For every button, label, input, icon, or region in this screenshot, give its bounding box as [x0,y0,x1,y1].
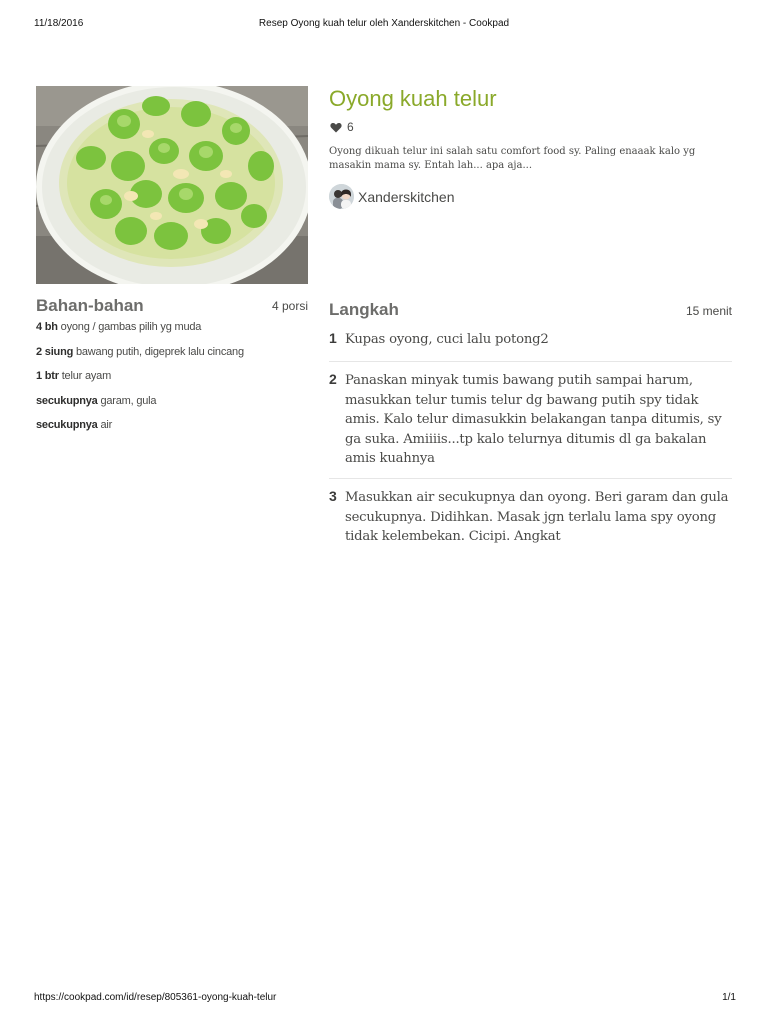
author-name[interactable]: Xanderskitchen [358,188,455,205]
ingredient-qty: secukupnya [36,394,98,407]
steps-list [329,330,732,547]
step-number: 3 [329,488,337,504]
ingredient-name: oyong / gambas pilih yg muda [60,321,202,333]
cook-time: 15 menit [685,304,732,318]
ingredient-qty: 1 btr [36,370,59,382]
ingredient-qty: 4 bh [36,321,58,333]
recipe-description: Oyong dikuah telur ini salah satu comfort food sy. Paling enaaak kalo yg masakin mama sy. Entah lah... apa aja... [329,146,696,171]
author-avatar[interactable] [329,184,354,209]
avatar-icon [329,184,354,209]
ingredient-item [36,345,308,370]
ingredient-qty: 2 siung [36,345,74,358]
page-number: 1/1 [722,992,736,1003]
step-number: 1 [329,330,337,346]
print-page-title: Resep Oyong kuah telur oleh Xanderskitchen - Cookpad [258,18,510,29]
print-date: 11/18/2016 [34,18,84,29]
step-number: 2 [329,371,337,387]
ingredient-item [36,418,308,443]
servings: 4 porsi [271,299,308,313]
ingredient-item [36,394,308,419]
ingredient-name: bawang putih, digeprek lalu cincang [75,345,244,358]
likes[interactable] [330,119,354,135]
ingredient-qty: secukupnya [36,419,98,431]
print-header [0,18,768,32]
step-item [329,479,732,547]
ingredient-item [36,369,308,394]
ingredient-name: garam, gula [100,394,157,407]
ingredients-header [36,296,308,316]
ingredients-list [36,320,308,443]
print-footer [0,992,768,1006]
page-url: https://cookpad.com/id/resep/805361-oyong-kuah-telur [34,992,277,1003]
author[interactable] [329,184,455,209]
step-item [329,330,732,362]
soup-bowl-image [36,86,308,284]
ingredient-name: air [100,419,113,431]
ingredient-name: telur ayam [61,370,112,382]
steps-title: Langkah [329,300,399,319]
ingredient-item [36,320,308,345]
likes-count: 6 [347,120,354,134]
recipe-title: Oyong kuah telur [329,86,497,111]
heart-icon [330,122,342,133]
ingredients-title: Bahan-bahan [36,296,144,315]
step-text: Panaskan minyak tumis bawang putih sampai harum, masukkan telur tumis telur dg bawang putih spy tidak amis. Kalo telur dimasukkin belakangan tanpa ditumis, sy ga suka. Amiiiis...tp kalo telurnya ditumis dl ga bakalan amis kuahnya [345,373,722,466]
step-text: Masukkan air secukupnya dan oyong. Beri garam dan gula secukupnya. Didihkan. Masak jgn terlalu lama spy oyong tidak kelembekan. Cicipi. Angkat [345,490,729,544]
steps-header [329,300,732,320]
step-item [329,362,732,479]
recipe-photo [36,86,308,284]
step-text: Kupas oyong, cuci lalu potong2 [345,332,549,347]
